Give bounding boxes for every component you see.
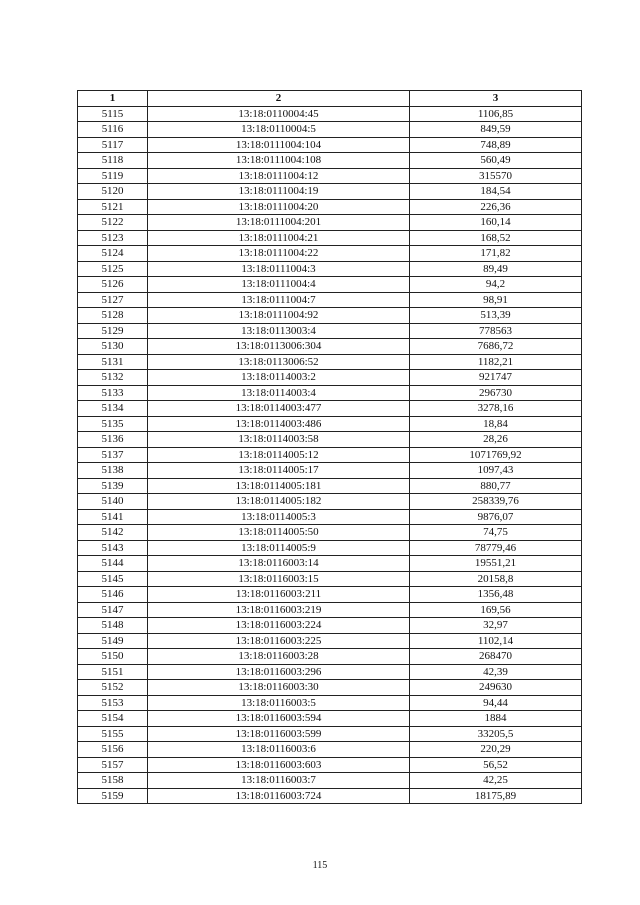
row-number-cell: 5129 xyxy=(78,323,148,339)
value-cell: 1071769,92 xyxy=(410,447,582,463)
row-number-cell: 5131 xyxy=(78,354,148,370)
table-row xyxy=(78,106,582,122)
row-number-cell: 5124 xyxy=(78,246,148,262)
value-cell: 94,2 xyxy=(410,277,582,293)
cadastral-number-cell: 13:18:0116003:594 xyxy=(148,711,410,727)
table-row xyxy=(78,494,582,510)
cadastral-number-cell: 13:18:0111004:108 xyxy=(148,153,410,169)
value-cell: 56,52 xyxy=(410,757,582,773)
value-cell: 9876,07 xyxy=(410,509,582,525)
cadastral-number-cell: 13:18:0116003:599 xyxy=(148,726,410,742)
cadastral-number-cell: 13:18:0111004:4 xyxy=(148,277,410,293)
value-cell: 42,39 xyxy=(410,664,582,680)
cadastral-number-cell: 13:18:0111004:92 xyxy=(148,308,410,324)
cadastral-number-cell: 13:18:0114005:17 xyxy=(148,463,410,479)
value-cell: 1106,85 xyxy=(410,106,582,122)
table-row xyxy=(78,726,582,742)
row-number-cell: 5136 xyxy=(78,432,148,448)
value-cell: 513,39 xyxy=(410,308,582,324)
row-number-cell: 5150 xyxy=(78,649,148,665)
cadastral-number-cell: 13:18:0114003:4 xyxy=(148,385,410,401)
value-cell: 171,82 xyxy=(410,246,582,262)
table-row xyxy=(78,540,582,556)
value-cell: 226,36 xyxy=(410,199,582,215)
cadastral-number-cell: 13:18:0114003:486 xyxy=(148,416,410,432)
cadastral-number-cell: 13:18:0114005:3 xyxy=(148,509,410,525)
cadastral-number-cell: 13:18:0113006:304 xyxy=(148,339,410,355)
row-number-cell: 5133 xyxy=(78,385,148,401)
value-cell: 168,52 xyxy=(410,230,582,246)
table-row xyxy=(78,292,582,308)
row-number-cell: 5139 xyxy=(78,478,148,494)
table-header xyxy=(78,91,582,107)
value-cell: 184,54 xyxy=(410,184,582,200)
table-row xyxy=(78,525,582,541)
row-number-cell: 5127 xyxy=(78,292,148,308)
table-row xyxy=(78,246,582,262)
value-cell: 94,44 xyxy=(410,695,582,711)
table-row xyxy=(78,354,582,370)
value-cell: 249630 xyxy=(410,680,582,696)
row-number-cell: 5146 xyxy=(78,587,148,603)
column-header-3: 3 xyxy=(410,91,582,107)
cadastral-number-cell: 13:18:0114003:477 xyxy=(148,401,410,417)
table-row xyxy=(78,370,582,386)
value-cell: 18,84 xyxy=(410,416,582,432)
row-number-cell: 5130 xyxy=(78,339,148,355)
row-number-cell: 5123 xyxy=(78,230,148,246)
row-number-cell: 5137 xyxy=(78,447,148,463)
table-row xyxy=(78,168,582,184)
row-number-cell: 5116 xyxy=(78,122,148,138)
row-number-cell: 5126 xyxy=(78,277,148,293)
table-row xyxy=(78,199,582,215)
table-row xyxy=(78,230,582,246)
cadastral-number-cell: 13:18:0111004:104 xyxy=(148,137,410,153)
cadastral-number-cell: 13:18:0116003:724 xyxy=(148,788,410,804)
row-number-cell: 5115 xyxy=(78,106,148,122)
value-cell: 33205,5 xyxy=(410,726,582,742)
cadastral-number-cell: 13:18:0113003:4 xyxy=(148,323,410,339)
table-row xyxy=(78,649,582,665)
value-cell: 74,75 xyxy=(410,525,582,541)
value-cell: 849,59 xyxy=(410,122,582,138)
cadastral-number-cell: 13:18:0116003:296 xyxy=(148,664,410,680)
value-cell: 880,77 xyxy=(410,478,582,494)
cadastral-number-cell: 13:18:0116003:14 xyxy=(148,556,410,572)
value-cell: 7686,72 xyxy=(410,339,582,355)
row-number-cell: 5148 xyxy=(78,618,148,634)
row-number-cell: 5152 xyxy=(78,680,148,696)
table-row xyxy=(78,602,582,618)
row-number-cell: 5118 xyxy=(78,153,148,169)
row-number-cell: 5154 xyxy=(78,711,148,727)
table-row xyxy=(78,122,582,138)
cadastral-number-cell: 13:18:0111004:3 xyxy=(148,261,410,277)
row-number-cell: 5157 xyxy=(78,757,148,773)
table-row xyxy=(78,664,582,680)
row-number-cell: 5135 xyxy=(78,416,148,432)
value-cell: 921747 xyxy=(410,370,582,386)
cadastral-number-cell: 13:18:0111004:201 xyxy=(148,215,410,231)
table-row xyxy=(78,215,582,231)
row-number-cell: 5132 xyxy=(78,370,148,386)
cadastral-number-cell: 13:18:0116003:6 xyxy=(148,742,410,758)
table-row xyxy=(78,680,582,696)
value-cell: 778563 xyxy=(410,323,582,339)
cadastral-number-cell: 13:18:0116003:225 xyxy=(148,633,410,649)
table-row xyxy=(78,757,582,773)
value-cell: 1884 xyxy=(410,711,582,727)
cadastral-number-cell: 13:18:0116003:28 xyxy=(148,649,410,665)
value-cell: 19551,21 xyxy=(410,556,582,572)
value-cell: 258339,76 xyxy=(410,494,582,510)
value-cell: 220,29 xyxy=(410,742,582,758)
table-row xyxy=(78,339,582,355)
row-number-cell: 5140 xyxy=(78,494,148,510)
value-cell: 748,89 xyxy=(410,137,582,153)
value-cell: 296730 xyxy=(410,385,582,401)
cadastral-number-cell: 13:18:0110004:45 xyxy=(148,106,410,122)
table-row xyxy=(78,711,582,727)
cadastral-number-cell: 13:18:0111004:12 xyxy=(148,168,410,184)
cadastral-table xyxy=(77,90,582,804)
cadastral-number-cell: 13:18:0116003:5 xyxy=(148,695,410,711)
row-number-cell: 5125 xyxy=(78,261,148,277)
value-cell: 315570 xyxy=(410,168,582,184)
value-cell: 42,25 xyxy=(410,773,582,789)
row-number-cell: 5147 xyxy=(78,602,148,618)
row-number-cell: 5145 xyxy=(78,571,148,587)
table-row xyxy=(78,587,582,603)
row-number-cell: 5158 xyxy=(78,773,148,789)
table-row xyxy=(78,447,582,463)
value-cell: 78779,46 xyxy=(410,540,582,556)
row-number-cell: 5117 xyxy=(78,137,148,153)
cadastral-number-cell: 13:18:0116003:224 xyxy=(148,618,410,634)
table-row xyxy=(78,463,582,479)
value-cell: 28,26 xyxy=(410,432,582,448)
table-row xyxy=(78,277,582,293)
table-row xyxy=(78,385,582,401)
row-number-cell: 5153 xyxy=(78,695,148,711)
row-number-cell: 5151 xyxy=(78,664,148,680)
page-number: 115 xyxy=(312,860,328,871)
table-row xyxy=(78,509,582,525)
cadastral-number-cell: 13:18:0116003:603 xyxy=(148,757,410,773)
cadastral-number-cell: 13:18:0111004:22 xyxy=(148,246,410,262)
table-row xyxy=(78,742,582,758)
table-row xyxy=(78,416,582,432)
row-number-cell: 5149 xyxy=(78,633,148,649)
column-header-1: 1 xyxy=(78,91,148,107)
table-row xyxy=(78,137,582,153)
cadastral-number-cell: 13:18:0114003:58 xyxy=(148,432,410,448)
table-row xyxy=(78,308,582,324)
row-number-cell: 5134 xyxy=(78,401,148,417)
value-cell: 3278,16 xyxy=(410,401,582,417)
cadastral-number-cell: 13:18:0110004:5 xyxy=(148,122,410,138)
row-number-cell: 5156 xyxy=(78,742,148,758)
table-row xyxy=(78,695,582,711)
header-row xyxy=(78,91,582,107)
cadastral-number-cell: 13:18:0114005:181 xyxy=(148,478,410,494)
table-row xyxy=(78,556,582,572)
value-cell: 160,14 xyxy=(410,215,582,231)
table-row xyxy=(78,633,582,649)
table-row xyxy=(78,153,582,169)
table-row xyxy=(78,323,582,339)
cadastral-number-cell: 13:18:0113006:52 xyxy=(148,354,410,370)
value-cell: 20158,8 xyxy=(410,571,582,587)
cadastral-number-cell: 13:18:0111004:19 xyxy=(148,184,410,200)
row-number-cell: 5121 xyxy=(78,199,148,215)
cadastral-number-cell: 13:18:0116003:219 xyxy=(148,602,410,618)
cadastral-number-cell: 13:18:0116003:15 xyxy=(148,571,410,587)
data-table-container xyxy=(77,90,581,804)
cadastral-number-cell: 13:18:0114005:182 xyxy=(148,494,410,510)
cadastral-number-cell: 13:18:0111004:20 xyxy=(148,199,410,215)
row-number-cell: 5143 xyxy=(78,540,148,556)
cadastral-number-cell: 13:18:0114003:2 xyxy=(148,370,410,386)
row-number-cell: 5119 xyxy=(78,168,148,184)
table-row xyxy=(78,432,582,448)
cadastral-number-cell: 13:18:0111004:7 xyxy=(148,292,410,308)
value-cell: 98,91 xyxy=(410,292,582,308)
value-cell: 560,49 xyxy=(410,153,582,169)
cadastral-number-cell: 13:18:0116003:7 xyxy=(148,773,410,789)
table-row xyxy=(78,184,582,200)
cadastral-number-cell: 13:18:0116003:211 xyxy=(148,587,410,603)
value-cell: 1097,43 xyxy=(410,463,582,479)
value-cell: 1102,14 xyxy=(410,633,582,649)
row-number-cell: 5122 xyxy=(78,215,148,231)
cadastral-number-cell: 13:18:0114005:9 xyxy=(148,540,410,556)
row-number-cell: 5141 xyxy=(78,509,148,525)
table-body xyxy=(78,106,582,804)
table-row xyxy=(78,618,582,634)
table-row xyxy=(78,401,582,417)
value-cell: 89,49 xyxy=(410,261,582,277)
row-number-cell: 5142 xyxy=(78,525,148,541)
value-cell: 1182,21 xyxy=(410,354,582,370)
row-number-cell: 5144 xyxy=(78,556,148,572)
row-number-cell: 5159 xyxy=(78,788,148,804)
value-cell: 1356,48 xyxy=(410,587,582,603)
row-number-cell: 5128 xyxy=(78,308,148,324)
table-row xyxy=(78,571,582,587)
table-row xyxy=(78,478,582,494)
table-row xyxy=(78,261,582,277)
table-row xyxy=(78,788,582,804)
row-number-cell: 5120 xyxy=(78,184,148,200)
value-cell: 169,56 xyxy=(410,602,582,618)
table-row xyxy=(78,773,582,789)
row-number-cell: 5138 xyxy=(78,463,148,479)
value-cell: 18175,89 xyxy=(410,788,582,804)
cadastral-number-cell: 13:18:0116003:30 xyxy=(148,680,410,696)
row-number-cell: 5155 xyxy=(78,726,148,742)
value-cell: 268470 xyxy=(410,649,582,665)
cadastral-number-cell: 13:18:0114005:50 xyxy=(148,525,410,541)
cadastral-number-cell: 13:18:0111004:21 xyxy=(148,230,410,246)
cadastral-number-cell: 13:18:0114005:12 xyxy=(148,447,410,463)
value-cell: 32,97 xyxy=(410,618,582,634)
column-header-2: 2 xyxy=(148,91,410,107)
